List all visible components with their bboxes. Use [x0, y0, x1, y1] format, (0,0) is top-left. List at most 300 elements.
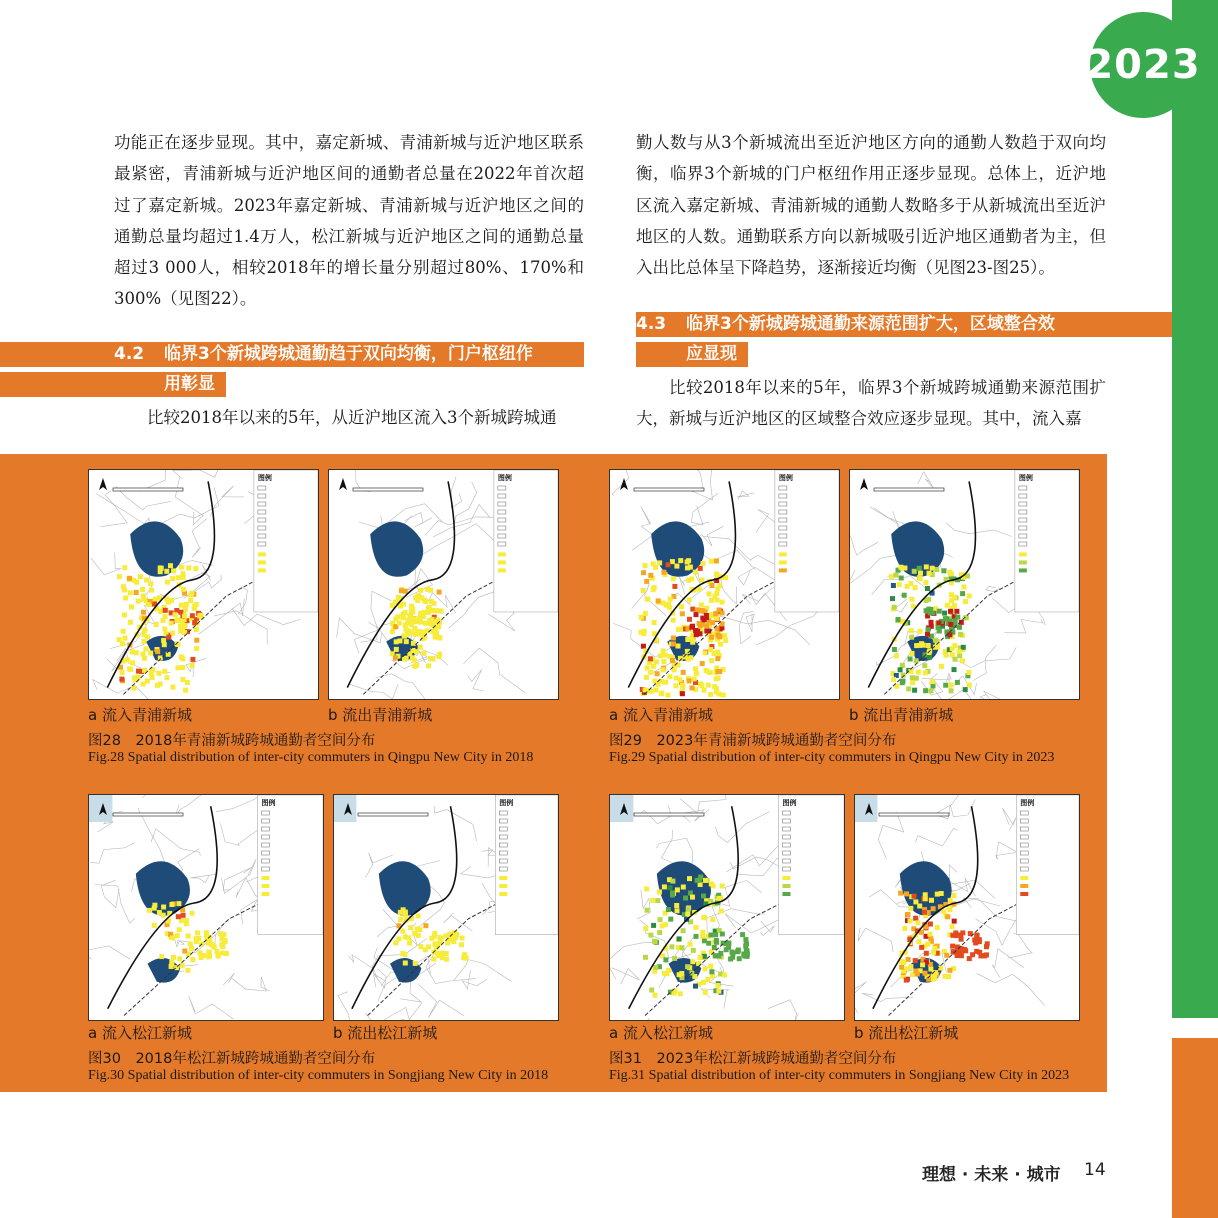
density-cell [922, 910, 927, 915]
admin-boundary [223, 868, 251, 891]
density-cell [117, 637, 122, 642]
section-4-3-number: 4.3 [636, 314, 667, 334]
new-city-cell [460, 936, 465, 941]
new-city-cell [440, 951, 445, 956]
density-cell [963, 599, 968, 604]
new-city-cell [224, 951, 229, 956]
density-cell [142, 639, 147, 644]
new-city-cell [445, 941, 450, 946]
new-city-cell [947, 632, 952, 637]
legend-swatch [258, 494, 266, 498]
admin-boundary [737, 491, 754, 500]
density-cell [698, 566, 703, 571]
new-city-cell [714, 938, 719, 943]
density-cell [948, 907, 953, 912]
density-cell [136, 599, 141, 604]
density-cell [395, 614, 400, 619]
fig31-caption-en: Fig.31 Spatial distribution of inter-city commuters in Songjiang New City in 2023 [609, 1068, 1070, 1083]
new-city-cell [717, 634, 722, 639]
density-cell [657, 930, 662, 935]
density-cell [408, 925, 413, 930]
density-cell [931, 906, 936, 911]
density-cell [701, 915, 706, 920]
new-city-cell [743, 944, 748, 949]
density-cell [390, 629, 395, 634]
admin-boundary [715, 812, 769, 843]
map-svg [610, 470, 839, 699]
north-arrow-icon [339, 478, 347, 490]
density-cell [698, 955, 703, 960]
density-cell [914, 658, 919, 663]
new-city-cell [454, 932, 459, 937]
density-cell [666, 562, 671, 567]
new-city-cell [198, 613, 203, 618]
density-cell [693, 984, 698, 989]
density-cell [908, 918, 913, 923]
density-cell [681, 928, 686, 933]
density-cell [925, 586, 930, 591]
admin-boundary [405, 513, 432, 527]
density-cell [179, 654, 184, 659]
density-cell [652, 585, 657, 590]
density-cell [923, 971, 928, 976]
density-cell [643, 611, 648, 616]
density-cell [416, 914, 421, 919]
density-cell [929, 688, 934, 693]
legend-swatch [498, 510, 506, 514]
admin-boundary [691, 493, 718, 525]
new-city-cell [166, 635, 171, 640]
density-cell [188, 598, 193, 603]
new-city-cell [163, 614, 168, 619]
new-city-cell [220, 936, 225, 941]
density-cell [708, 964, 713, 969]
density-cell [156, 671, 161, 676]
density-cell [950, 646, 955, 651]
density-cell [194, 638, 199, 643]
density-cell [397, 621, 402, 626]
density-cell [680, 691, 685, 696]
density-cell [961, 585, 966, 590]
density-cell [703, 878, 708, 883]
density-cell [429, 599, 434, 604]
density-cell [437, 635, 442, 640]
right-paragraph-2: 比较2018年以来的5年，临界3个新城跨城通勤来源范围扩大，新城与近沪地区的区域整合效应逐步显现。其中，流入嘉 [636, 378, 1106, 429]
density-cell [149, 671, 154, 676]
legend-swatch [261, 867, 269, 871]
new-city-cell [948, 609, 953, 614]
legend-panel [775, 470, 839, 612]
density-cell [914, 643, 919, 648]
fig30-sub-b: b 流出松江新城 [333, 1024, 438, 1042]
density-cell [170, 576, 175, 581]
section-4-2-title: 临界3个新城跨城通勤趋于双向均衡，门户枢纽作 [164, 344, 533, 364]
density-cell [170, 685, 175, 690]
density-cell [184, 921, 189, 926]
density-cell [963, 687, 968, 692]
admin-boundary [337, 618, 382, 643]
density-cell [663, 653, 668, 658]
density-cell [715, 586, 720, 591]
new-city-cell [194, 627, 199, 632]
new-city-cell [710, 620, 715, 625]
density-cell [670, 879, 675, 884]
density-cell [676, 627, 681, 632]
density-cell [410, 655, 415, 660]
density-cell [923, 580, 928, 585]
new-city-cell [745, 952, 750, 957]
density-cell [931, 950, 936, 955]
admin-boundary [929, 683, 995, 699]
admin-boundary [703, 536, 752, 561]
new-city-cell [438, 937, 443, 942]
density-cell [952, 667, 957, 672]
density-cell [644, 675, 649, 680]
new-city-cell [422, 630, 427, 635]
density-cell [141, 681, 146, 686]
new-city-cell [962, 947, 967, 952]
density-cell [703, 967, 708, 972]
density-cell [170, 935, 175, 940]
density-cell [169, 598, 174, 603]
fig29-caption-en: Fig.29 Spatial distribution of inter-city commuters in Qingpu New City in 2023 [609, 750, 1055, 765]
density-cell [707, 591, 712, 596]
admin-boundary [154, 487, 219, 527]
density-cell [912, 569, 917, 574]
density-cell [921, 643, 926, 648]
new-city-cell [417, 616, 422, 621]
density-cell [176, 901, 181, 906]
density-cell [430, 657, 435, 662]
legend-swatch [779, 518, 787, 522]
map-svg [89, 470, 318, 699]
density-cell [945, 603, 950, 608]
density-cell [148, 651, 153, 656]
admin-boundary [850, 536, 878, 556]
admin-boundary [645, 1018, 659, 1020]
density-cell [701, 980, 706, 985]
admin-boundary [198, 599, 244, 635]
density-cell [423, 947, 428, 952]
density-cell [685, 565, 690, 570]
fig28-caption-en: Fig.28 Spatial distribution of inter-city commuters in Qingpu New City in 2018 [88, 750, 534, 765]
legend-panel [1016, 795, 1079, 935]
density-cell [645, 665, 650, 670]
new-city-cell [720, 932, 725, 937]
fig28-sub-a: a 流入青浦新城 [88, 706, 192, 724]
legend-swatch [1020, 876, 1028, 880]
density-cell [703, 990, 708, 995]
density-cell [136, 669, 141, 674]
new-city-cell [974, 933, 979, 938]
density-cell [661, 570, 666, 575]
admin-boundary [151, 829, 200, 856]
density-cell [914, 676, 919, 681]
legend-swatch [498, 486, 506, 490]
density-cell [715, 650, 720, 655]
density-cell [930, 679, 935, 684]
density-cell [127, 666, 132, 671]
density-cell [658, 653, 663, 658]
density-cell [131, 578, 136, 583]
density-cell [175, 933, 180, 938]
density-cell [708, 647, 713, 652]
density-cell [712, 684, 717, 689]
new-city-cell [936, 620, 941, 625]
density-cell [671, 636, 676, 641]
density-cell [912, 894, 917, 899]
density-cell [902, 926, 907, 931]
new-city-cell [708, 933, 713, 938]
density-cell [641, 588, 646, 593]
new-city-cell [192, 620, 197, 625]
density-cell [901, 960, 906, 965]
legend-swatch [1020, 884, 1028, 888]
density-cell [162, 627, 167, 632]
journal-title: 理想 · 未来 · 城市 [922, 1165, 1061, 1185]
density-cell [671, 641, 676, 646]
density-cell [188, 592, 193, 597]
density-cell [687, 617, 692, 622]
density-cell [169, 962, 174, 967]
density-cell [641, 644, 646, 649]
admin-boundary [454, 960, 512, 982]
density-cell [179, 565, 184, 570]
admin-boundary [101, 880, 119, 908]
density-cell [655, 671, 660, 676]
density-cell [394, 647, 399, 652]
legend-swatch [261, 892, 269, 896]
legend-title: 图例 [1018, 474, 1033, 482]
density-cell [678, 991, 683, 996]
legend-swatch [779, 494, 787, 498]
density-cell [390, 651, 395, 656]
legend-swatch [779, 502, 787, 506]
new-city-cell [959, 953, 964, 958]
legend-swatch [258, 510, 266, 514]
density-cell [935, 925, 940, 930]
density-cell [706, 941, 711, 946]
admin-boundary [189, 996, 234, 1019]
legend-swatch [1019, 542, 1027, 546]
density-cell [437, 590, 442, 595]
density-cell [957, 649, 962, 654]
scale-bar [113, 813, 183, 816]
density-cell [709, 559, 714, 564]
density-cell [931, 683, 936, 688]
density-cell [673, 683, 678, 688]
density-cell [181, 587, 186, 592]
new-city-cell [433, 635, 438, 640]
new-city-cell [955, 953, 960, 958]
density-cell [425, 587, 430, 592]
density-cell [164, 675, 169, 680]
density-cell [927, 932, 932, 937]
new-city-cell [459, 942, 464, 947]
legend-swatch [258, 486, 266, 490]
density-cell [145, 635, 150, 640]
density-cell [909, 669, 914, 674]
density-cell [648, 933, 653, 938]
density-cell [185, 680, 190, 685]
density-cell [407, 941, 412, 946]
density-cell [705, 977, 710, 982]
legend-swatch [782, 835, 790, 839]
density-cell [923, 670, 928, 675]
admin-boundary [850, 555, 899, 586]
new-city-cell [974, 938, 979, 943]
legend-swatch [258, 568, 266, 572]
density-cell [892, 647, 897, 652]
section-4-2-number: 4.2 [114, 344, 145, 364]
density-cell [660, 667, 665, 672]
new-city-cell [709, 635, 714, 640]
density-cell [702, 938, 707, 943]
admin-boundary [175, 477, 203, 524]
density-cell [400, 929, 405, 934]
legend-title: 图例 [1020, 799, 1035, 807]
density-cell [149, 588, 154, 593]
density-cell [122, 612, 127, 617]
admin-boundary [947, 523, 1012, 537]
density-cell [942, 611, 947, 616]
legend-swatch [1019, 560, 1027, 564]
density-cell [709, 969, 714, 974]
new-city-cell [194, 936, 199, 941]
density-cell [181, 913, 186, 918]
density-cell [967, 594, 972, 599]
density-cell [653, 939, 658, 944]
density-cell [161, 905, 166, 910]
section-4-2-heading-line2 [0, 372, 226, 397]
legend-swatch [1020, 867, 1028, 871]
density-cell [653, 965, 658, 970]
density-cell [670, 559, 675, 564]
density-cell [929, 898, 934, 903]
density-cell [899, 576, 904, 581]
section-4-3-heading-line1 [636, 312, 1172, 337]
density-cell [437, 652, 442, 657]
density-cell [418, 645, 423, 650]
fig31-sub-b: b 流出松江新城 [854, 1024, 959, 1042]
legend-swatch [779, 486, 787, 490]
density-cell [723, 638, 728, 643]
density-cell [403, 961, 408, 966]
legend-swatch [1020, 843, 1028, 847]
density-cell [709, 613, 714, 618]
new-city-cell [218, 931, 223, 936]
admin-boundary [91, 552, 122, 575]
density-cell [657, 890, 662, 895]
density-cell [158, 565, 163, 570]
legend-swatch [782, 819, 790, 823]
density-cell [678, 558, 683, 563]
density-cell [669, 944, 674, 949]
admin-boundary [221, 859, 256, 893]
density-cell [659, 691, 664, 696]
density-cell [412, 931, 417, 936]
legend-swatch [1019, 552, 1027, 556]
legend-swatch [258, 534, 266, 538]
admin-boundary [855, 982, 866, 1013]
density-cell [949, 688, 954, 693]
density-cell [182, 949, 187, 954]
new-city-cell [931, 611, 936, 616]
new-city-cell [954, 609, 959, 614]
admin-boundary [384, 1003, 422, 1020]
legend-swatch [498, 534, 506, 538]
density-cell [902, 566, 907, 571]
legend-swatch [782, 851, 790, 855]
density-cell [643, 955, 648, 960]
density-cell [158, 609, 163, 614]
density-cell [957, 653, 962, 658]
density-cell [169, 902, 174, 907]
legend-swatch [779, 560, 787, 564]
density-cell [661, 659, 666, 664]
new-city-cell [204, 930, 209, 935]
new-city-cell [937, 609, 942, 614]
new-city-cell [695, 607, 700, 612]
density-cell [701, 894, 706, 899]
section-4-3-heading-line2 [636, 342, 748, 367]
legend-swatch [782, 884, 790, 888]
density-cell [671, 576, 676, 581]
new-city-cell [950, 933, 955, 938]
density-cell [401, 602, 406, 607]
density-cell [943, 653, 948, 658]
density-cell [939, 891, 944, 896]
density-cell [680, 611, 685, 616]
density-cell [950, 924, 955, 929]
legend-title: 图例 [782, 799, 797, 807]
density-cell [184, 602, 189, 607]
density-cell [715, 983, 720, 988]
new-city-cell [415, 630, 420, 635]
density-cell [159, 954, 164, 959]
density-cell [687, 597, 692, 602]
admin-boundary [190, 874, 217, 882]
legend-swatch [1019, 510, 1027, 514]
density-cell [152, 923, 157, 928]
density-cell [923, 896, 928, 901]
new-city-cell [743, 937, 748, 942]
legend-panel [257, 795, 323, 935]
new-city-cell [926, 627, 931, 632]
density-cell [927, 655, 932, 660]
density-cell [924, 564, 929, 569]
legend-swatch [258, 526, 266, 530]
density-cell [127, 576, 132, 581]
legend-swatch [782, 876, 790, 880]
new-city-cell [694, 632, 699, 637]
new-city-cell [704, 623, 709, 628]
density-cell [643, 926, 648, 931]
fig30-caption-zh: 图30 2018年松江新城跨城通勤者空间分布 [88, 1051, 376, 1067]
density-cell [717, 896, 722, 901]
density-cell [951, 893, 956, 898]
density-cell [413, 595, 418, 600]
new-city-cell [216, 954, 221, 959]
new-city-cell [436, 623, 441, 628]
density-cell [900, 680, 905, 685]
density-cell [710, 917, 715, 922]
density-cell [678, 677, 683, 682]
density-cell [685, 911, 690, 916]
legend-swatch [1020, 819, 1028, 823]
admin-boundary [192, 519, 207, 558]
density-cell [168, 563, 173, 568]
